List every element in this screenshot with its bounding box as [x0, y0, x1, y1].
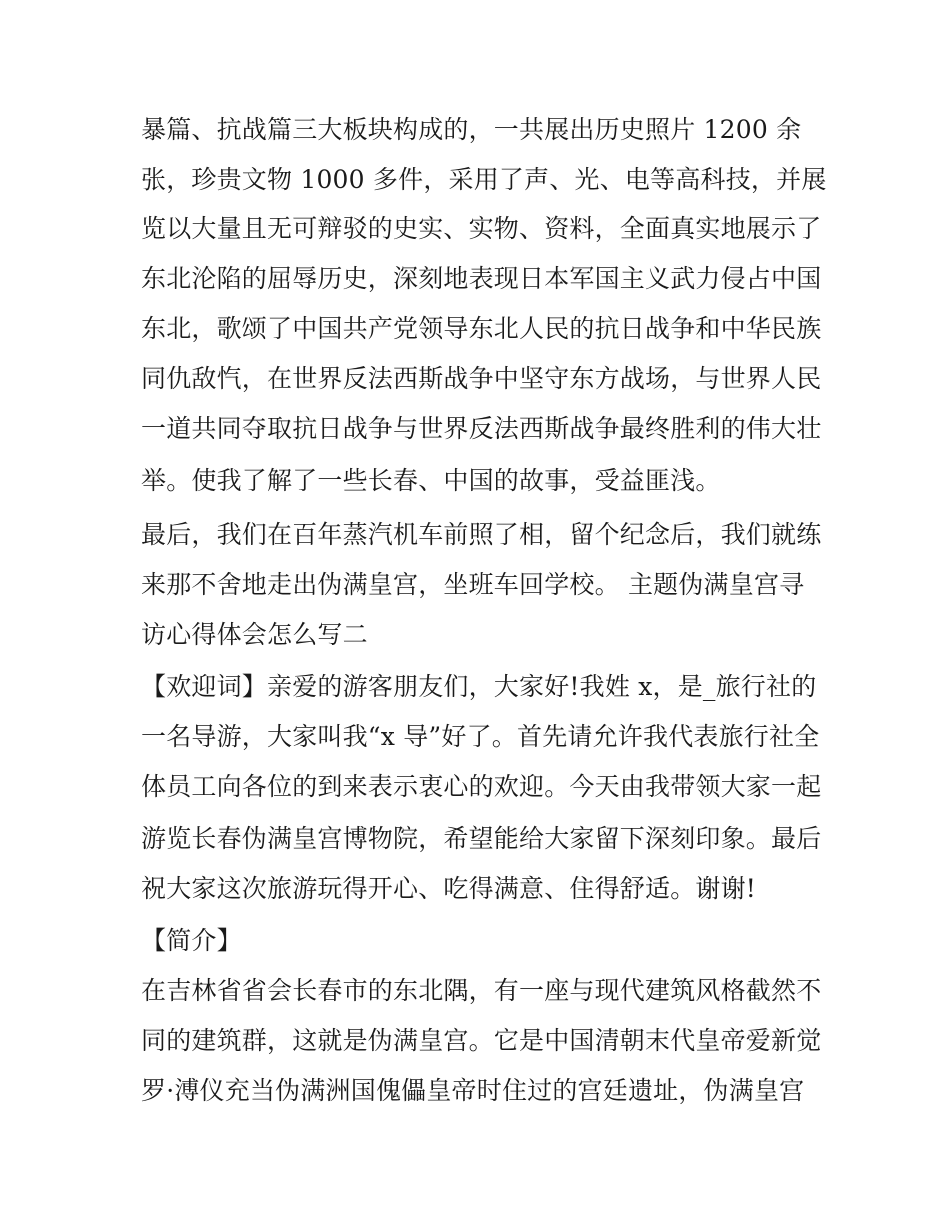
text-line: 【欢迎词】亲爱的游客朋友们，大家好!我姓 x，是_旅行社的: [141, 672, 817, 701]
text-line: 祝大家这次旅游玩得开心、吃得满意、住得舒适。谢谢!: [141, 874, 757, 903]
text-line: 览以大量且无可辩驳的史实、实物、资料，全面真实地展示了: [141, 214, 822, 243]
text-line: 一名导游，大家叫我“x 导”好了。首先请允许我代表旅行社全: [141, 722, 820, 751]
text-line: 东北，歌颂了中国共产党领导东北人民的抗日战争和中华民族: [141, 314, 822, 343]
text-line: 最后，我们在百年蒸汽机车前照了相，留个纪念后，我们就练: [141, 520, 822, 549]
text-line: 东北沦陷的屈辱历史，深刻地表现日本军国主义武力侵占中国: [141, 264, 822, 293]
text-line: 举。使我了解了一些长春、中国的故事，受益匪浅。: [141, 466, 721, 495]
text-line: 同仇敌忾，在世界反法西斯战争中坚守东方战场，与世界人民: [141, 364, 822, 393]
text-line: 体员工向各位的到来表示衷心的欢迎。今天由我带领大家一起: [141, 772, 822, 801]
text-line: 一道共同夺取抗日战争与世界反法西斯战争最终胜利的伟大壮: [141, 414, 822, 443]
text-line: 游览长春伪满皇宫博物院，希望能给大家留下深刻印象。最后: [141, 824, 822, 853]
text-line: 来那不舍地走出伪满皇宫，坐班车回学校。 主题伪满皇宫寻: [141, 570, 805, 599]
text-line: 罗·溥仪充当伪满洲国傀儡皇帝时住过的宫廷遗址，伪满皇宫: [141, 1076, 805, 1105]
text-line: 同的建筑群，这就是伪满皇宫。它是中国清朝末代皇帝爱新觉: [141, 1026, 822, 1055]
text-line: 在吉林省省会长春市的东北隅，有一座与现代建筑风格截然不: [141, 976, 822, 1005]
text-line: 暴篇、抗战篇三大板块构成的，一共展出历史照片 1200 余: [141, 115, 802, 144]
text-line: 访心得体会怎么写二: [141, 620, 368, 649]
section-heading: 【简介】: [141, 926, 242, 955]
text-line: 张，珍贵文物 1000 多件，采用了声、光、电等高科技，并展: [141, 165, 827, 194]
